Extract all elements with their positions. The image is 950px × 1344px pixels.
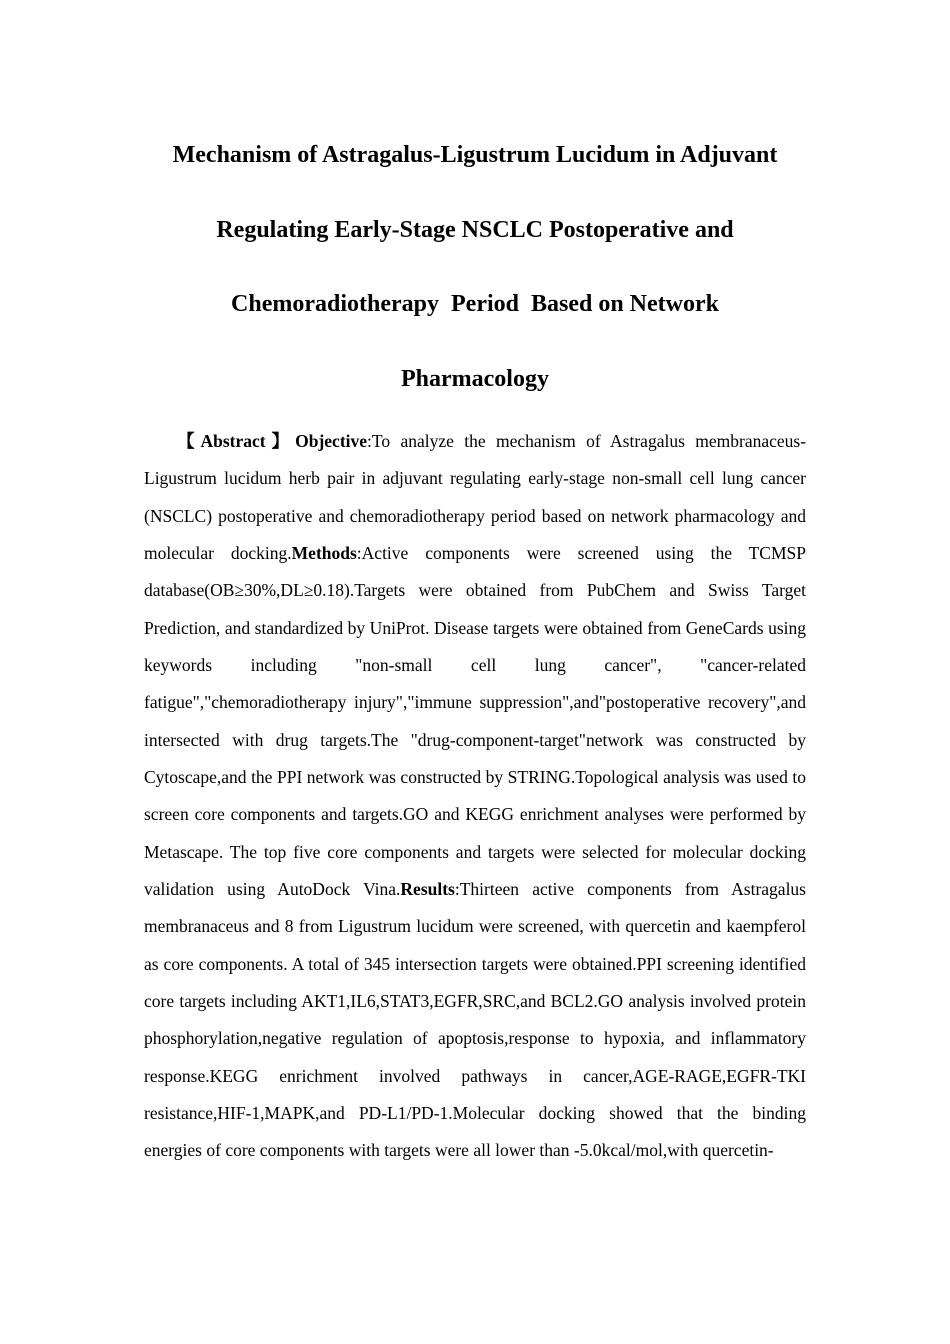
results-label: Results (400, 878, 455, 899)
abstract-bracket-open: 【 (177, 431, 201, 451)
methods-label: Methods (291, 542, 357, 563)
title-line-3: Chemoradiotherapy Period Based on Network (231, 291, 719, 317)
paper-title (100, 118, 850, 416)
results-text: :Thirteen active components from Astragalus membranaceus and 8 from Ligustrum lucidum were screened, with quercetin and kaempferol as core components. A total of 345 intersection targets were obtained.PPI screening identified core targets including AKT1,IL6,STAT3,EGFR,SRC,and BCL2.GO analysis involved protein phosphorylation,negative regulation of apoptosis,response to hypoxia, and inflammatory response.KEGG enrichment involved pathways in cancer,AGE-RAGE,EGFR-TKI resistance,HIF-1,MAPK,and PD-L1/PD-1.Molecular docking showed that the binding energies of core components with targets were all lower than -5.0kcal/mol,with quercetin- (144, 878, 806, 1161)
abstract-bracket-close: 】 (265, 431, 296, 451)
title-line-1: Mechanism of Astragalus-Ligustrum Lucidum in Adjuvant (172, 142, 778, 168)
abstract-heading: Abstract (200, 431, 266, 451)
methods-text: :Active components were screened using the TCMSP database(OB≥30%,DL≥0.18).Targets were obtained from PubChem and Swiss Target Prediction, and standardized by UniProt. Disease targets were obtained from GeneCards using keywords including "non-small cell lung cancer", "cancer-related fatigue","chemoradiotherapy injury","immune suppression",and"postoperative recovery",and intersected with drug targets.The "drug-component-target"network was constructed by Cytoscape,and the PPI network was constructed by STRING.Topological analysis was used to screen core components and targets.GO and KEGG enrichment analyses were performed by Metascape. The top five core components and targets were selected for molecular docking validation using AutoDock Vina. (144, 542, 806, 899)
title-line-2: Regulating Early-Stage NSCLC Postoperative and (216, 216, 734, 243)
objective-text: :To analyze the mechanism of Astragalus membranaceus-Ligustrum lucidum herb pair in adjuvant regulating early-stage non-small cell lung cancer (NSCLC) postoperative and chemoradiotherapy period based on network pharmacology and molecular docking. (144, 431, 807, 563)
title-line-4: Pharmacology (401, 365, 549, 392)
abstract-paragraph (144, 423, 806, 1170)
objective-label: Objective (295, 431, 368, 451)
